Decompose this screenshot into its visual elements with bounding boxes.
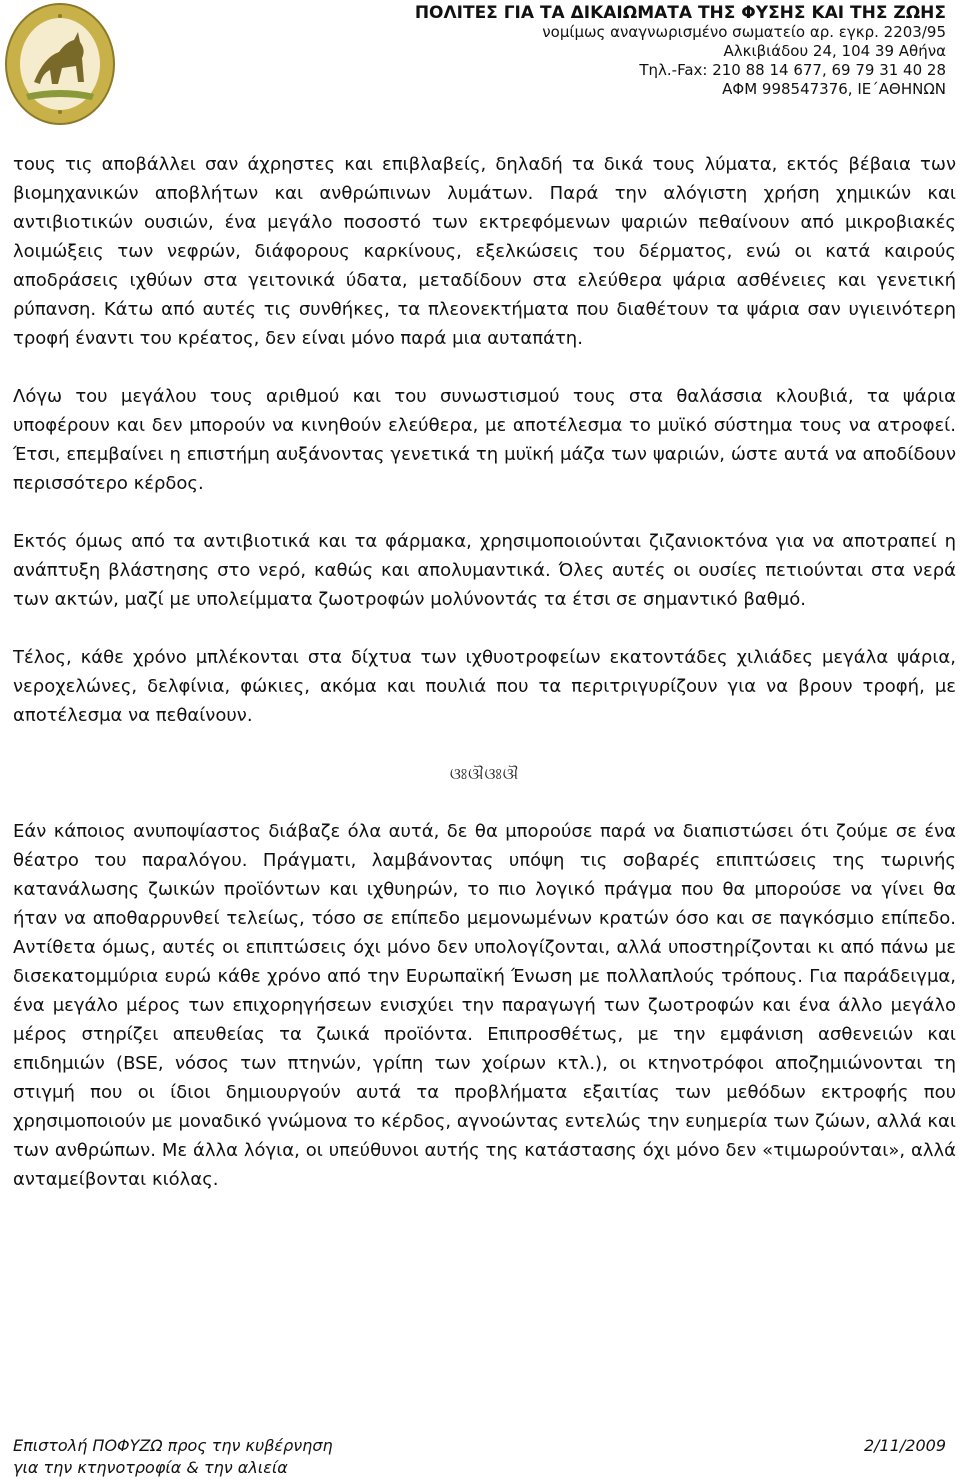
section-divider-ornament: ଓଃଔଓଃଔ [449, 764, 520, 783]
paragraph: Τέλος, κάθε χρόνο μπλέκονται στα δίχτυα των ιχθυοτροφείων εκατοντάδες χιλιάδες μεγάλα ψάρια, νεροχελώνες, δελφίνια, φώκιες, ακόμα και πουλιά που τα περιτριγυρίζουν για να βρουν τροφή, με αποτέλεσμα να πεθαίνουν. [13, 647, 956, 726]
organization-name: ΠΟΛΙΤΕΣ ΓΙΑ ΤΑ ΔΙΚΑΙΩΜΑΤΑ ΤΗΣ ΦΥΣΗΣ ΚΑΙ ΤΗΣ ΖΩΗΣ [414, 3, 946, 23]
closing-paragraph: Εάν κάποιος ανυποψίαστος διάβαζε όλα αυτά, δε θα μπορούσε παρά να διαπιστώσει ότι ζούμε σε ένα θέατρο του παραλόγου. Πράγματι, λαμβάνοντας υπόψη τις σοβαρές επιπτώσεις της τωρινής κατανάλωσης ζωικών προϊόντων και ιχθυηρών, το πιο λογικό πράγμα που θα μπορούσε να γίνει θα ήταν να αποθαρρυνθεί τελείως, τόσο σε επίπεδο μεμονωμένων κρατών όσο και σε παγκόσμιο επίπεδο. Αντίθετα όμως, αυτές οι επιπτώσεις όχι μόνο δεν υπολογίζονται, αλλά υποστηρίζονται κι από πάνω με δισεκατομμύρια ευρώ κάθε χρόνο από την Ευρωπαϊκή Ένωση με πολλαπλούς τρόπους. Για παράδειγμα, ένα μεγάλο μέρος των επιχορηγήσεων ενισχύει την παραγωγή των ζωοτροφών και ένα άλλο μεγάλο μέρος στηρίζει απευθείας τα ζωικά προϊόντα. Επιπροσθέτως, με την εμφάνιση ασθενειών και επιδημιών (BSE, νόσος των πτηνών, γρίπη των χοίρων κτλ.), οι κτηνοτρόφοι αποζημιώνονται τη στιγμή που οι ίδιοι δημιουργούν αυτά τα προβλήματα εξαιτίας των μεθόδων εκτροφής που χρησιμοποιούν με μοναδικό γνώμονα το κέρδος, αγνοώντας εντελώς την ευημερία των ζώων, αλλά και των ανθρώπων. Με άλλα λόγια, οι υπεύθυνοι αυτής της κατάστασης όχι μόνο δεν «τιμωρούνται», αλλά ανταμείβονται κιόλας. [13, 821, 956, 1190]
letter-body [13, 150, 956, 1223]
footer-subtitle: για την κτηνοτροφία & την αλιεία [13, 1458, 288, 1477]
page-footer [13, 1435, 946, 1479]
phone-fax-line: Τηλ.-Fax: 210 88 14 677, 69 79 31 40 28 [639, 61, 946, 79]
tax-id-line: ΑΦΜ 998547376, ΙΕ΄ΑΘΗΝΩΝ [722, 80, 946, 98]
paragraph: Λόγω του μεγάλου τους αριθμού και του συνωστισμού τους στα θαλάσσια κλουβιά, τα ψάρια υποφέρουν και δεν μπορούν να κινηθούν ελεύθερα, με αποτέλεσμα το μυϊκό σύστημα τους να ατροφεί. Έτσι, επεμβαίνει η επιστήμη αυξάνοντας γενετικά τη μυϊκή μάζα των ψαριών, ώστε αυτά να αποδίδουν περισσότερο κέρδος. [13, 386, 956, 494]
address-line: Αλκιβιάδου 24, 104 39 Αθήνα [723, 42, 946, 60]
paragraph: Εκτός όμως από τα αντιβιοτικά και τα φάρμακα, χρησιμοποιούνται ζιζανιοκτόνα για να αποτραπεί η ανάπτυξη βλάστησης στο νερό, καθώς και απολυμαντικά. Όλες αυτές οι ουσίες πετιούνται στα νερά των ακτών, μαζί με υπολείμματα ζωοτροφών μολύνοντάς τα έτσι σε σημαντικό βαθμό. [13, 531, 956, 610]
registration-line: νομίμως αναγνωρισμένο σωματείο αρ. εγκρ. 2203/95 [542, 23, 946, 41]
footer-document-title: Επιστολή ΠΟΦΥΖΩ προς την κυβέρνηση [13, 1436, 333, 1455]
footer-date: 2/11/2009 [863, 1436, 946, 1455]
paragraph: τους τις αποβάλλει σαν άχρηστες και επιβλαβείς, δηλαδή τα δικά τους λύματα, εκτός βέβαια των βιομηχανικών αποβλήτων και ανθρώπινων λυμάτων. Παρά την αλόγιστη χρήση χημικών και αντιβιοτικών ουσιών, ένα μεγάλο ποσοστό των εκτρεφόμενων ψαριών πεθαίνουν από μικροβιακές λοιμώξεις των νεφρών, διάφορους καρκίνους, εξελκώσεις του δέρματος, ενώ οι κατά καιρούς αποδράσεις ιχθύων στα γειτονικά ύδατα, μεταδίδουν στα ελεύθερα ψάρια ασθένειες και γενετική ρύπανση. Κάτω από αυτές τις συνθήκες, τα πλεονεκτήματα που διαθέτουν τα ψάρια σαν υγιεινότερη τροφή έναντι του κρέατος, δεν είναι μόνο παρά μια αυταπάτη. [13, 154, 956, 349]
organization-header [415, 4, 946, 99]
organization-logo [4, 2, 116, 126]
goat-emblem-icon [4, 2, 116, 126]
